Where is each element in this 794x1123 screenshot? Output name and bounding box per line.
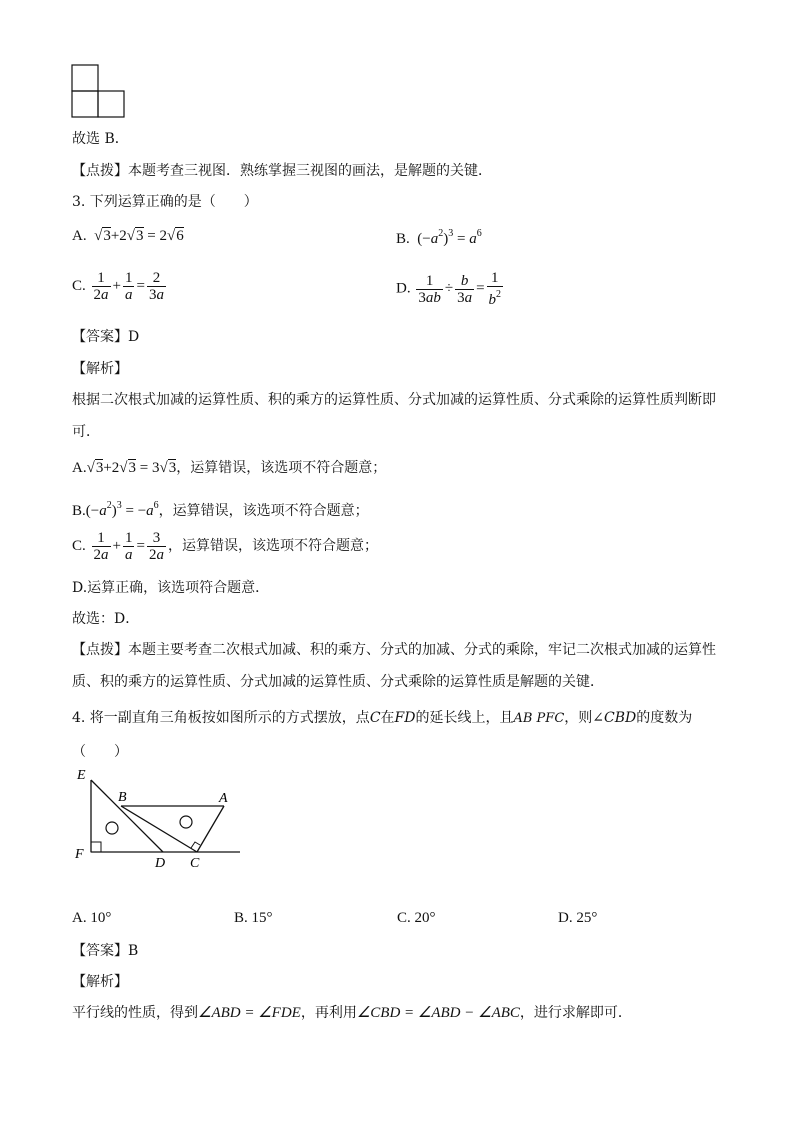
q3-analysis-d: D.运算正确，该选项符合题意． [72, 580, 270, 596]
q4-option-d: D. 25° [558, 910, 598, 926]
label-B: B [118, 790, 127, 805]
q3-tip-line2: 质、积的乘方的运算性质、分式加减的运算性质、分式乘除的运算性质是解题的关键． [72, 674, 604, 690]
q3-option-a: A. √3+2√3 = 2√6 [72, 228, 184, 244]
three-view-figure [71, 64, 127, 120]
q4-analysis-title: 【解析】 [72, 974, 128, 990]
prev-choice: 故选 B． [72, 131, 129, 147]
label-D: D [155, 856, 166, 871]
q3-analysis-c: C. $\frac{1}{2a}$ + $\frac{1}{a}$ = $\frac{3}{2a}$ ，运算错误，该选项不符合题意； [72, 530, 378, 563]
label-C: C [190, 856, 200, 871]
q4-analysis-body: 平行线的性质，得到∠ABD = ∠FDE，再利用∠CBD = ∠ABD − ∠ABC，进行求解即可． [72, 1005, 632, 1021]
prev-tip: 【点拨】本题考查三视图．熟练掌握三视图的画法，是解题的关键． [72, 163, 492, 179]
q4-answer: 【答案】B [72, 943, 139, 959]
q4-option-a: A. 10° [72, 910, 112, 926]
q3-analysis-line2: 可． [72, 424, 100, 440]
q3-answer: 【答案】D [72, 329, 140, 345]
q3-analysis-line1: 根据二次根式加减的运算性质、积的乘方的运算性质、分式加减的运算性质、分式乘除的运算性质判断即 [72, 392, 716, 408]
label-A: A [219, 791, 228, 806]
q4-paren: （ ） [72, 744, 128, 760]
q3-analysis-title: 【解析】 [72, 361, 128, 377]
q3-analysis-a: A.√3+2√3 = 3√3，运算错误，该选项不符合题意； [72, 460, 387, 476]
q3-stem: 3. 下列运算正确的是（ ） [72, 194, 258, 210]
q4-option-c: C. 20° [397, 910, 436, 926]
label-F: F [75, 847, 84, 862]
q4-option-b: B. 15° [234, 910, 273, 926]
label-E: E [77, 768, 86, 783]
q3-option-d: D. $\frac{1}{3ab}$ ÷ $\frac{b}{3a}$ = $\frac{1}{b^2}$ [396, 270, 502, 308]
q3-choice: 故选：D． [72, 611, 140, 627]
q4-stem: 4. 将一副直角三角板按如图所示的方式摆放，点C在FD的延长线上，且AB PFC，则∠CBD的度数为 [72, 710, 693, 726]
q4-triangle-figure [72, 766, 244, 872]
q3-option-b: B. $(-a^2)^3 = a^6$ [396, 228, 482, 247]
q3-option-c: C. $\frac{1}{2a}$ + $\frac{1}{a}$ = $\frac{2}{3a}$ [72, 270, 164, 303]
q3-analysis-b: $B.(-a^2)^3 = -a^6$，运算错误，该选项不符合题意； [72, 500, 369, 519]
q3-tip-line1: 【点拨】本题主要考查二次根式加减、积的乘方、分式的加减、分式的乘除，牢记二次根式加减的运算性 [72, 642, 716, 658]
